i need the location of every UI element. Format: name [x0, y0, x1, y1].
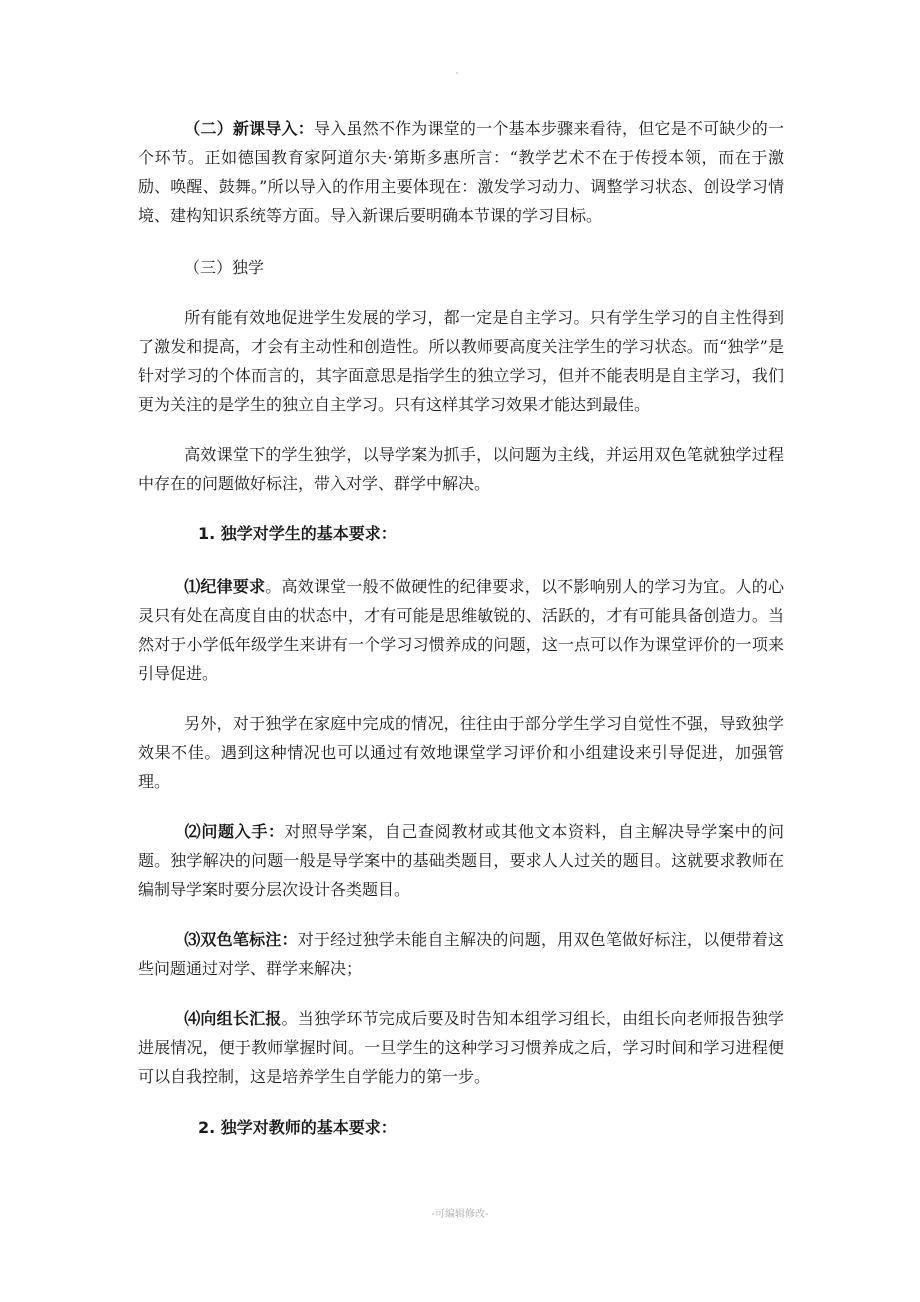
heading-teacher-requirements: 2. 独学对教师的基本要求： [198, 1118, 397, 1137]
paragraph-report-leader [138, 1004, 784, 1091]
heading-student-requirements: 1. 独学对学生的基本要求： [198, 524, 397, 543]
item-label-report: ⑷向组长汇报 [184, 1009, 282, 1028]
page-footer: -可编辑修改- [431, 1209, 489, 1220]
item-label-discipline: ⑴纪律要求 [184, 577, 266, 596]
heading-independent-study: （三）独学 [184, 258, 265, 277]
page-speck [456, 72, 458, 74]
paragraph-two-color-pen [138, 925, 784, 983]
paragraph-text: 。高效课堂一般不做硬性的纪律要求，以不影响别人的学习为宜。人的心灵只有处在高度自由的状态中，才有可能是思维敏锐的、活跃的，才有可能具备创造力。当然对于小学低年级学生来讲有一个学习习惯养成的问题，这一点可以作为课堂评价的一项来引导促进。 [138, 577, 784, 683]
paragraph-problem-start [138, 817, 784, 904]
paragraph-text: 另外，对于独学在家庭中完成的情况，往往由于部分学生学习自觉性不强，导致独学效果不佳。遇到这种情况也可以通过有效地课堂学习评价和小组建设来引导促进，加强管理。 [138, 714, 784, 791]
paragraph-autonomous-learning [138, 303, 784, 419]
paragraph-new-lesson-intro [138, 114, 784, 230]
paragraph-text: 对照导学案，自己查阅教材或其他文本资料，自主解决导学案中的问题。独学解决的问题一般是导学案中的基础类题目，要求人人过关的题目。这就要求教师在编制导学案时要分层次设计各类题目。 [138, 822, 784, 899]
paragraph-discipline-requirement [138, 572, 784, 688]
paragraph-text: 导入虽然不作为课堂的一个基本步骤来看待，但它是不可缺少的一个环节。正如德国教育家阿道尔夫·第斯多惠所言：“教学艺术不在于传授本领，而在于激励、唤醒、鼓舞。”所以导入的作用主要体现在：激发学习动力、调整学习状态、创设学习情境、建构知识系统等方面。导入新课后要明确本节课的学习目标。 [138, 119, 784, 225]
paragraph-text: 高效课堂下的学生独学，以导学案为抓手，以问题为主线，并运用双色笔就独学过程中存在的问题做好标注，带入对学、群学中解决。 [138, 445, 784, 493]
paragraph-text: 所有能有效地促进学生发展的学习，都一定是自主学习。只有学生学习的自主性得到了激发和提高，才会有主动性和创造性。所以教师要高度关注学生的学习状态。而“独学”是针对学习的个体而言的，其字面意思是指学生的独立学习，但并不能表明是自主学习，我们更为关注的是学生的独立自主学习。只有这样其学习效果才能达到最佳。 [138, 308, 784, 414]
paragraph-home-study [138, 709, 784, 796]
paragraph-text: 。当独学环节完成后要及时告知本组学习组长，由组长向老师报告独学进展情况，便于教师掌握时间。一旦学生的这种学习习惯养成之后，学习时间和学习进程便可以自我控制，这是培养学生自学能力的第一步。 [138, 1009, 784, 1086]
paragraph-efficient-classroom [138, 440, 784, 498]
item-label-problem: ⑵问题入手： [184, 822, 285, 841]
item-label-two-color-pen: ⑶双色笔标注： [184, 930, 298, 949]
paragraph-text: 对于经过独学未能自主解决的问题，用双色笔做好标注，以便带着这些问题通过对学、群学来解决； [138, 930, 784, 978]
section-label-new-lesson: （二）新课导入： [184, 119, 314, 138]
